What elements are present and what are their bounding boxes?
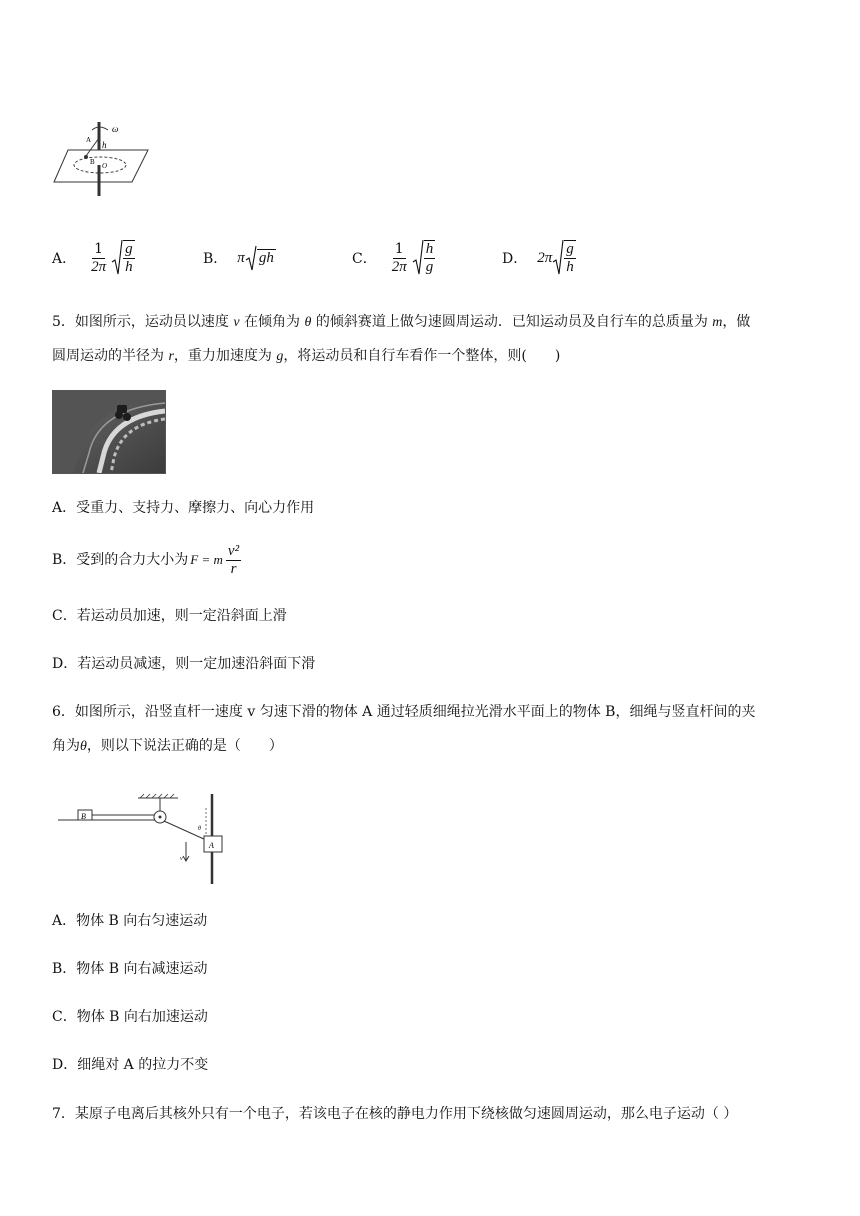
q6-stem-line1: 6．如图所示，沿竖直杆一速度 v 匀速下滑的物体 A 通过轻质细绳拉光滑水平面上的物体 B，细绳与竖直杆间的夹 <box>52 704 756 720</box>
q6-figure-v: v <box>180 856 183 862</box>
radical-icon <box>245 244 257 272</box>
q4-option-a: A． $\frac{1}{2\pi}$ $\frac{g}{h}$ <box>52 234 138 282</box>
q4-option-b: B． π gh <box>203 234 276 282</box>
q5-track-photo <box>52 390 166 474</box>
q6-figure-a: A <box>209 841 214 850</box>
q4-figure-b: B <box>90 158 95 166</box>
q6-figure <box>56 790 236 886</box>
q4-figure-o: O <box>102 162 108 170</box>
q6-figure-theta: θ <box>198 826 201 832</box>
q4-figure-a: A <box>86 136 92 144</box>
q6-option-d: D．细绳对 A 的拉力不变 <box>52 1057 209 1073</box>
q4-figure <box>52 120 162 200</box>
q5-option-d: D．若运动员减速，则一定加速沿斜面下滑 <box>52 656 316 672</box>
q4-figure-omega: ω <box>112 124 119 134</box>
q6-option-b: B．物体 B 向右减速运动 <box>52 961 208 977</box>
q4-figure-h: h <box>102 140 107 150</box>
q5-option-c: C．若运动员加速，则一定沿斜面上滑 <box>52 608 287 624</box>
radical-icon <box>552 238 564 278</box>
q6-figure-b: B <box>81 812 86 821</box>
q5-stem-line2: 圆周运动的半径为 r，重力加速度为 g，将运动员和自行车看作一个整体，则( ) <box>52 348 561 364</box>
q5-option-b: B．受到的合力大小为 F = m $\frac{\text{v²}}{r}$ <box>52 542 240 577</box>
q4-option-a-coef: $\frac{1}{2\pi}$ <box>91 240 107 275</box>
q6-option-c: C．物体 B 向右加速运动 <box>52 1009 208 1025</box>
radical-icon <box>412 238 424 278</box>
q6-stem-line2: 角为θ，则以下说法正确的是（ ） <box>52 738 283 754</box>
q6-option-a: A．物体 B 向右匀速运动 <box>52 913 208 929</box>
q5-option-a: A．受重力、支持力、摩擦力、向心力作用 <box>52 500 315 516</box>
radical-icon <box>111 238 123 278</box>
q5-stem-line1: 5．如图所示，运动员以速度 v 在倾角为 θ 的倾斜赛道上做匀速圆周运动．已知运动员及自行车的总质量为 m，做 <box>52 314 751 330</box>
q4-option-d: D． 2π $\frac{g}{h}$ <box>502 234 579 282</box>
q4-option-c: C． $\frac{1}{2\pi}$ $\frac{h}{g}$ <box>352 234 438 282</box>
q7-stem-line1: 7．某原子电离后其核外只有一个电子，若该电子在核的静电力作用下绕核做匀速圆周运动，那么电子运动（ ） <box>52 1106 738 1122</box>
